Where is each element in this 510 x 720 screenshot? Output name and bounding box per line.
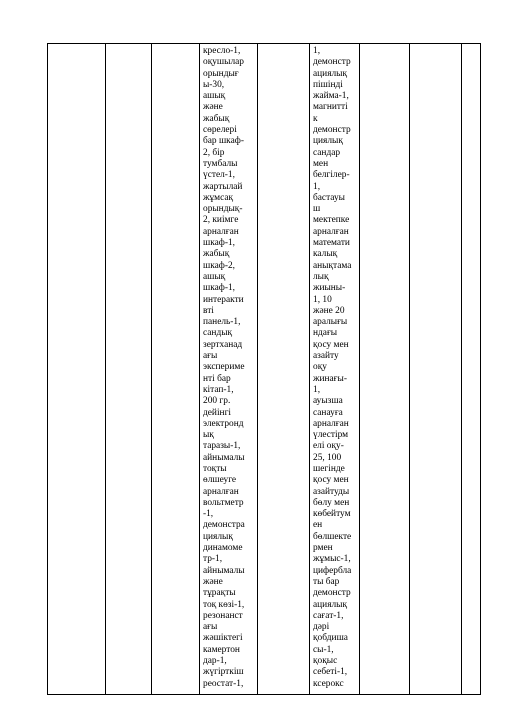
equipment-line: динамоме <box>203 543 243 554</box>
math-equipment-line: сы-1, <box>313 644 334 655</box>
equipment-line: циялық <box>203 531 233 542</box>
math-equipment-line: ен <box>313 520 323 531</box>
math-equipment-line: үлестірм <box>313 430 349 441</box>
math-equipment-line: бөлшекте <box>313 531 352 542</box>
table-cell-col3 <box>152 44 200 695</box>
equipment-line: шкаф-2, <box>203 260 236 271</box>
math-equipment-line: жиыны- <box>313 283 346 294</box>
equipment-line: интеракти <box>203 294 244 305</box>
math-equipment-line: к <box>313 113 318 124</box>
table-cell-col1 <box>48 44 106 695</box>
math-equipment-line: демонстр <box>313 57 351 68</box>
math-equipment-line: демонстр <box>313 125 351 136</box>
math-equipment-line: азайтуды <box>313 486 350 497</box>
table-cell-col2 <box>106 44 152 695</box>
equipment-line: өлшеуге <box>203 475 237 486</box>
equipment-table <box>47 43 481 695</box>
equipment-line: сандық <box>203 328 233 339</box>
equipment-line: зертханад <box>203 339 243 350</box>
equipment-line: тоқты <box>203 463 227 474</box>
math-equipment-line: азайту <box>313 351 339 362</box>
math-equipment-line: демонстр <box>313 588 351 599</box>
equipment-line: кресло-1, <box>203 46 241 56</box>
equipment-line: дар-1, <box>203 656 227 667</box>
equipment-line: резонанст <box>203 610 243 621</box>
equipment-line: реостат-1, <box>203 678 244 689</box>
equipment-line: электронд <box>203 418 244 429</box>
equipment-line: ық <box>203 430 214 441</box>
math-equipment-line: математи <box>313 238 350 249</box>
equipment-line: айнымалы <box>203 452 245 463</box>
math-equipment-line: жұмыс-1, <box>313 554 351 565</box>
equipment-line: сөрелері <box>203 125 237 136</box>
equipment-line: ашық <box>203 271 226 282</box>
math-equipment-line: белгілер- <box>313 170 350 181</box>
equipment-line: -1, <box>203 509 214 520</box>
math-equipment-line: ауызша <box>313 396 343 407</box>
math-equipment-line: ш <box>313 204 321 215</box>
math-equipment-line: қосу мен <box>313 475 349 486</box>
equipment-line: жәшіктегі <box>203 633 243 644</box>
equipment-line: панель-1, <box>203 317 241 328</box>
math-equipment-line: ты бар <box>313 576 340 587</box>
math-equipment-line: анықтама <box>313 260 352 271</box>
math-equipment-line: жайма-1, <box>313 91 349 102</box>
equipment-line: жұмсақ <box>203 192 234 203</box>
equipment-line: тр-1, <box>203 554 223 565</box>
equipment-line: ағы <box>203 351 218 362</box>
equipment-line: және <box>203 102 223 113</box>
equipment-line: 200 гр. <box>203 396 231 407</box>
math-equipment-line: мен <box>313 158 329 169</box>
equipment-line: жүгірткіш <box>203 667 244 678</box>
math-equipment-line: санауға <box>313 407 343 418</box>
math-equipment-line: 25, 100 <box>313 452 342 463</box>
equipment-line: таразы-1, <box>203 441 241 452</box>
equipment-line: орындық- <box>203 204 243 215</box>
table-cell-col9 <box>462 44 481 695</box>
equipment-line: жартылай <box>203 181 243 192</box>
equipment-line: арналған <box>203 486 239 497</box>
equipment-line: орындығ <box>203 68 239 79</box>
math-equipment-line: лық <box>313 271 329 282</box>
math-equipment-line: арналған <box>313 418 349 429</box>
math-equipment-line: 1, 10 <box>313 294 332 305</box>
math-equipment-line: көбейтум <box>313 509 351 520</box>
equipment-line: айнымалы <box>203 565 245 576</box>
math-equipment-line: ациялық <box>313 68 348 79</box>
equipment-line: ы-30, <box>203 79 225 90</box>
equipment-line: жабық <box>203 249 230 260</box>
equipment-line: және <box>203 576 223 587</box>
math-equipment-line: сандар <box>313 147 341 158</box>
equipment-line: демонстра <box>203 520 245 531</box>
math-equipment-line: 1, <box>313 46 321 56</box>
math-equipment-line: және 20 <box>313 305 345 316</box>
math-equipment-line: рмен <box>313 543 333 554</box>
equipment-line: ашық <box>203 91 226 102</box>
table-cell-col4 <box>200 44 258 695</box>
math-equipment-line: арналған <box>313 226 349 237</box>
math-equipment-line: ндағы <box>313 328 338 339</box>
equipment-line: камертон <box>203 644 240 655</box>
equipment-line: оқушылар <box>203 57 244 68</box>
math-equipment-line: 1, <box>313 384 321 395</box>
equipment-line: арналған <box>203 226 239 237</box>
math-equipment-line: 1, <box>313 181 321 192</box>
equipment-line: 2, бір <box>203 147 225 158</box>
equipment-line: шкаф-1, <box>203 238 236 249</box>
table-cell-col5 <box>258 44 310 695</box>
math-equipment-line: дәрі <box>313 622 330 633</box>
equipment-line: жабық <box>203 113 230 124</box>
equipment-line: тоқ көзі-1, <box>203 599 245 610</box>
equipment-line: нті бар <box>203 373 231 384</box>
table-cell-col7 <box>360 44 410 695</box>
math-equipment-line: қобдиша <box>313 633 348 644</box>
equipment-line: вті <box>203 305 214 316</box>
math-equipment-line: циферблa <box>313 565 352 576</box>
equipment-line: ағы <box>203 622 218 633</box>
math-equipment-line: магнитті <box>313 102 348 113</box>
table-row <box>48 44 481 695</box>
math-equipment-line: аралығы <box>313 317 348 328</box>
table-cell-col8 <box>410 44 462 695</box>
math-equipment-list-text <box>310 44 359 690</box>
math-equipment-line: жинағы- <box>313 373 347 384</box>
equipment-line: бар шкаф- <box>203 136 244 147</box>
math-equipment-line: ксерокс <box>313 678 344 689</box>
math-equipment-line: калық <box>313 249 338 260</box>
equipment-line: шкаф-1, <box>203 283 236 294</box>
math-equipment-line: қоқыс <box>313 656 338 667</box>
math-equipment-line: циялық <box>313 136 343 147</box>
math-equipment-line: себеті-1, <box>313 667 348 678</box>
equipment-line: кітап-1, <box>203 384 234 395</box>
math-equipment-line: оқу <box>313 362 327 373</box>
math-equipment-line: қосу мен <box>313 339 349 350</box>
equipment-line: тұрақты <box>203 588 236 599</box>
math-equipment-line: сағат-1, <box>313 610 344 621</box>
equipment-line: тумбалы <box>203 158 238 169</box>
math-equipment-line: бөлу мен <box>313 497 350 508</box>
equipment-line: экспериме <box>203 362 245 373</box>
equipment-line: үстел-1, <box>203 170 235 181</box>
math-equipment-line: пішінді <box>313 79 343 90</box>
math-equipment-line: шегінде <box>313 463 345 474</box>
table-cell-col6 <box>310 44 360 695</box>
math-equipment-line: бастауы <box>313 192 345 203</box>
equipment-line: дейінгі <box>203 407 232 418</box>
math-equipment-line: мектепке <box>313 215 350 226</box>
equipment-list-text <box>200 44 257 690</box>
math-equipment-line: ациялық <box>313 599 348 610</box>
math-equipment-line: елі оқу- <box>313 441 344 452</box>
equipment-line: 2, киімге <box>203 215 239 226</box>
equipment-line: вольтметр <box>203 497 244 508</box>
